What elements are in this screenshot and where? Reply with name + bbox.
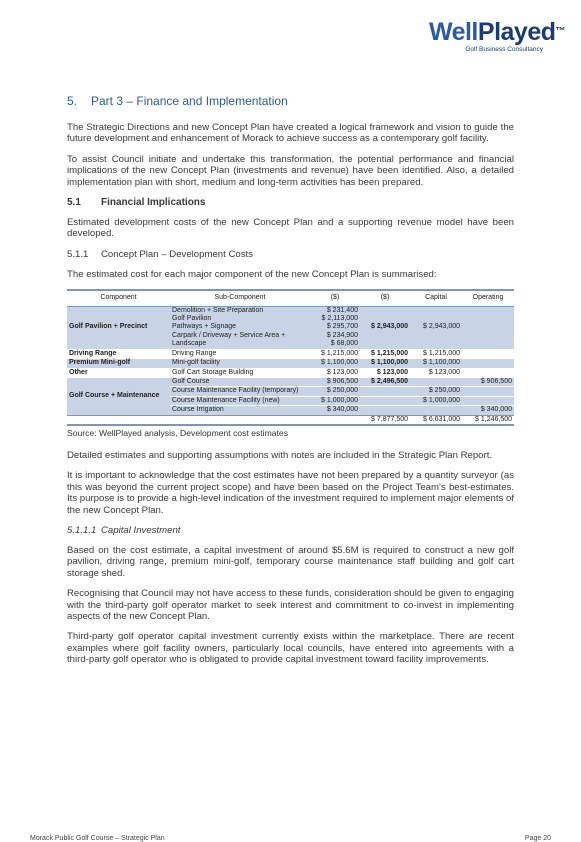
capital-cell: $ 123,000 xyxy=(410,368,462,377)
component-cell: Driving Range xyxy=(67,349,170,358)
component-cell: Premium Mini-golf xyxy=(67,359,170,368)
intro-paragraph-2: To assist Council initiate and undertake this transformation, the potential performance and financial implications of the new Concept Plan (investments and revenue) have been identified. Also, a detailed implementation plan with short, medium and long-term activities has been prepared. xyxy=(67,153,514,188)
footer-page-number: Page 20 xyxy=(524,835,551,842)
capital-cell: $ 2,943,000 xyxy=(410,323,462,331)
table-row xyxy=(67,349,514,358)
page-content xyxy=(67,94,514,675)
sub-component-cell: Golf Course xyxy=(170,377,310,386)
amount-cell: $ 2,113,000 xyxy=(310,315,360,323)
capital-cell xyxy=(410,332,462,340)
operating-cell xyxy=(462,332,514,340)
logo-wordmark: WellPlayed™ xyxy=(428,18,565,46)
table-row xyxy=(67,359,514,368)
capital-paragraph-1: Based on the cost estimate, a capital investment of around $5.6M is required to construct a new golf pavilion, driving range, premium mini-golf, temporary course maintenance staff building and golf cart storage shed. xyxy=(67,544,514,579)
sub-component-cell: Driving Range xyxy=(170,349,310,358)
operating-cell xyxy=(462,306,514,315)
table-group xyxy=(67,359,514,368)
capital-paragraph-3: Third-party golf operator capital investment currently exists within the marketplace. There are recent examples where golf facility owners, particularly local councils, have entered into agreements with a third-party golf operator who is obligated to provide capital investment toward facility improvements. xyxy=(67,631,514,666)
total-cell xyxy=(360,340,410,349)
amount-cell: $ 340,000 xyxy=(310,406,360,415)
operating-cell xyxy=(462,387,514,396)
component-cell: Golf Pavilion + Precinct xyxy=(67,306,170,349)
header-amount: ($) xyxy=(310,290,360,306)
table-group xyxy=(67,349,514,358)
total-cell: $ 123,000 xyxy=(360,368,410,377)
subsection-heading-5-1: 5.1 Financial Implications xyxy=(67,197,206,209)
amount-cell: $ 234,900 xyxy=(310,332,360,340)
table-header-row xyxy=(67,290,514,306)
paragraph-after-1: Detailed estimates and supporting assumptions with notes are included in the Strategic Plan Report. xyxy=(67,449,493,461)
capital-cell xyxy=(410,306,462,315)
empty-cell xyxy=(170,415,310,425)
total-cell: $ 2,943,000 xyxy=(360,323,410,331)
total-cell xyxy=(360,387,410,396)
total-cell xyxy=(360,306,410,315)
capital-cell: $ 250,000 xyxy=(410,387,462,396)
table-row xyxy=(67,377,514,386)
amount-cell: $ 123,000 xyxy=(310,368,360,377)
total-cell: $ 1,100,000 xyxy=(360,359,410,368)
table-group xyxy=(67,368,514,377)
total-cell xyxy=(360,406,410,415)
operating-cell xyxy=(462,359,514,368)
sub-component-cell: Landscape xyxy=(170,340,310,349)
amount-cell: $ 250,000 xyxy=(310,387,360,396)
table-row xyxy=(67,368,514,377)
header-sub-component: Sub-Component xyxy=(170,290,310,306)
total-cell xyxy=(360,396,410,405)
subsection-heading-5-1-1-1: 5.1.1.1 Capital Investment xyxy=(67,524,181,536)
capital-cell: $ 1,215,000 xyxy=(410,349,462,358)
sub-component-cell: Demolition + Site Preparation xyxy=(170,306,310,315)
operating-cell xyxy=(462,323,514,331)
development-costs-table xyxy=(67,289,514,426)
capital-cell xyxy=(410,340,462,349)
table-group xyxy=(67,377,514,415)
capital-cell xyxy=(410,406,462,415)
total-cell: $ 2,496,500 xyxy=(360,377,410,386)
empty-cell xyxy=(67,415,170,425)
amount-cell: $ 231,400 xyxy=(310,306,360,315)
operating-cell xyxy=(462,315,514,323)
amount-cell: $ 906,500 xyxy=(310,377,360,386)
paragraph-5-1: Estimated development costs of the new Concept Plan and a supporting revenue model have been developed. xyxy=(67,217,514,240)
table-source: Source: WellPlayed analysis, Development cost estimates xyxy=(67,427,288,438)
footer-document-title: Morack Public Golf Course – Strategic Plan xyxy=(30,835,165,842)
total-cell xyxy=(360,315,410,323)
amount-cell: $ 1,000,000 xyxy=(310,396,360,405)
table-total-row xyxy=(67,415,514,425)
component-cell: Other xyxy=(67,368,170,377)
sub-component-cell: Mini-golf facility xyxy=(170,359,310,368)
header-operating: Operating xyxy=(462,290,514,306)
amount-cell: $ 68,000 xyxy=(310,340,360,349)
section-heading: 5. Part 3 – Finance and Implementation xyxy=(67,94,288,108)
sub-component-cell: Carpark / Driveway + Service Area + xyxy=(170,332,310,340)
operating-cell xyxy=(462,349,514,358)
table-group xyxy=(67,306,514,349)
capital-cell xyxy=(410,315,462,323)
subsection-heading-5-1-1: 5.1.1 Concept Plan – Development Costs xyxy=(67,248,253,260)
empty-cell xyxy=(310,415,360,425)
component-cell: Golf Course + Maintenance xyxy=(67,377,170,415)
operating-cell: $ 340,000 xyxy=(462,406,514,415)
sub-component-cell: Golf Cart Storage Building xyxy=(170,368,310,377)
operating-sum-cell: $ 1,246,500 xyxy=(462,415,514,425)
header-total: ($) xyxy=(360,290,410,306)
operating-cell xyxy=(462,368,514,377)
capital-sum-cell: $ 6,631,000 xyxy=(410,415,462,425)
amount-cell: $ 1,215,000 xyxy=(310,349,360,358)
operating-cell: $ 906,500 xyxy=(462,377,514,386)
operating-cell xyxy=(462,396,514,405)
header-component: Component xyxy=(67,290,170,306)
capital-cell xyxy=(410,377,462,386)
sub-component-cell: Course Maintenance Facility (new) xyxy=(170,396,310,405)
intro-paragraph-1: The Strategic Directions and new Concept Plan have created a logical framework and vision to guide the future development and enhancement of Morack to achieve success as a contemporary golf facility. xyxy=(67,122,514,145)
logo-subtitle: Golf Business Consultancy xyxy=(465,46,543,53)
total-sum-cell: $ 7,877,500 xyxy=(360,415,410,425)
sub-component-cell: Course Irrigation xyxy=(170,406,310,415)
amount-cell: $ 295,700 xyxy=(310,323,360,331)
paragraph-after-2: It is important to acknowledge that the cost estimates have not been prepared by a quantity surveyor (as this was beyond the current project scope) and have been based on the Project Team's best-estimates. Its purpose is to provide a high-level indication of the investment required to implement major elements of the new Concept Plan. xyxy=(67,470,514,516)
sub-component-cell: Golf Pavilion xyxy=(170,315,310,323)
amount-cell: $ 1,100,000 xyxy=(310,359,360,368)
paragraph-5-1-1: The estimated cost for each major component of the new Concept Plan is summarised: xyxy=(67,268,437,280)
wellplayed-logo xyxy=(413,18,565,58)
header-capital: Capital xyxy=(410,290,462,306)
total-cell xyxy=(360,332,410,340)
capital-cell: $ 1,000,000 xyxy=(410,396,462,405)
operating-cell xyxy=(462,340,514,349)
table-row xyxy=(67,306,514,315)
sub-component-cell: Pathways + Signage xyxy=(170,323,310,331)
sub-component-cell: Course Maintenance Facility (temporary) xyxy=(170,387,310,396)
capital-paragraph-2: Recognising that Council may not have access to these funds, consideration should be given to engaging with the third-party golf operator market to seek interest and commitment to co-invest in implementing aspects of the new Concept Plan. xyxy=(67,588,514,622)
total-cell: $ 1,215,000 xyxy=(360,349,410,358)
capital-cell: $ 1,100,000 xyxy=(410,359,462,368)
